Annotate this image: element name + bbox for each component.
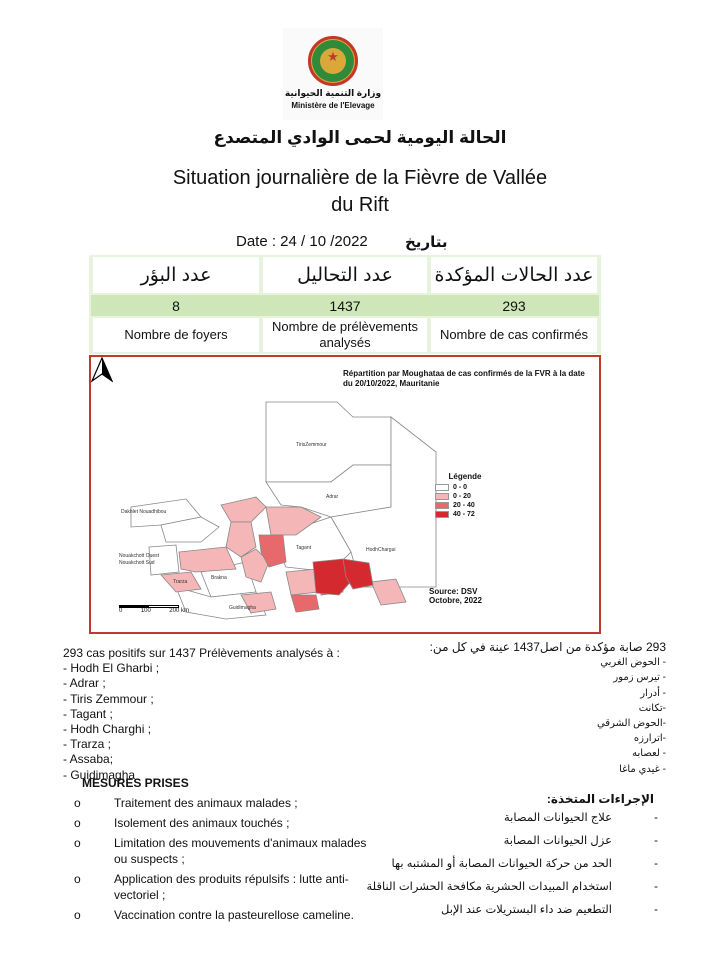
list-item: o Application des produits répulsifs : lutte anti-vectoriel ; bbox=[74, 872, 349, 902]
legend-label: 0 - 0 bbox=[453, 484, 468, 491]
list-item: -تكانت bbox=[638, 702, 666, 714]
national-seal-icon: ★ bbox=[308, 36, 358, 86]
mesures-title-fr: MESURES PRISES bbox=[82, 776, 189, 790]
stat-cas-label-ar: عدد الحالات المؤكدة bbox=[429, 255, 599, 295]
stat-foyers-value: 8 bbox=[91, 295, 261, 316]
positives-ar bbox=[430, 640, 666, 777]
stats-table bbox=[89, 255, 601, 354]
stat-cas-value: 293 bbox=[429, 295, 599, 316]
list-item: -اترارزه bbox=[633, 733, 666, 745]
stat-foyers-label-ar: عدد البؤر bbox=[91, 255, 261, 295]
bullet-icon: - bbox=[654, 858, 658, 870]
legend-item bbox=[435, 483, 495, 492]
stat-prelevements bbox=[261, 255, 429, 354]
legend-label: 0 - 20 bbox=[453, 493, 471, 500]
legend-label: 40 - 72 bbox=[453, 511, 475, 518]
bullet-icon: - bbox=[654, 881, 658, 893]
date-ar: بتاريخ bbox=[405, 234, 448, 251]
logo-text-ar: وزارة التنمية الحيوانية bbox=[284, 88, 382, 98]
legend-item bbox=[435, 510, 495, 519]
list-item: - Tiris Zemmour ; bbox=[63, 691, 154, 706]
map-panel bbox=[89, 355, 601, 634]
list-item: - Guidimagha bbox=[63, 767, 136, 782]
legend-title: Légende bbox=[448, 472, 482, 481]
map-label-tiris: TirisZemmour bbox=[296, 442, 327, 448]
stat-prelevements-value: 1437 bbox=[261, 295, 429, 316]
list-item: - علاج الحيوانات المصابة bbox=[504, 812, 658, 824]
list-item: - Tagant ; bbox=[63, 706, 113, 721]
bullet-icon: - bbox=[654, 904, 658, 916]
stat-foyers bbox=[91, 255, 261, 354]
legend-swatch bbox=[435, 493, 449, 500]
list-item: o Vaccination contre la pasteurellose cameline. bbox=[74, 908, 354, 922]
list-item: - أدرار bbox=[640, 687, 666, 699]
stat-cas bbox=[429, 255, 599, 354]
positives-list-ar bbox=[430, 655, 666, 777]
positives-intro-fr: 293 cas positifs sur 1437 Prélèvements analysés à : bbox=[63, 646, 340, 660]
mesures-list-fr bbox=[74, 795, 374, 927]
legend-swatch bbox=[435, 511, 449, 518]
map-label-nkc-sud: Nouakchott Sud bbox=[119, 560, 155, 566]
bullet-icon: o bbox=[74, 816, 81, 830]
map-label-nkc-ouest: Nouakchott Ouest bbox=[119, 553, 160, 559]
map-region-adrar-west bbox=[221, 497, 266, 522]
list-item: o Limitation des mouvements d'animaux malades ou suspects ; bbox=[74, 836, 367, 866]
map-label-trarza: Trarza bbox=[173, 579, 188, 585]
map-legend bbox=[435, 472, 495, 519]
bullet-icon: o bbox=[74, 908, 81, 922]
list-item: - استخدام المبيدات الحشرية مكافحة الحشرات الناقلة bbox=[366, 881, 658, 893]
list-item: - Assaba; bbox=[63, 752, 114, 767]
legend-item bbox=[435, 501, 495, 510]
map-title: Répartition par Moughataa de cas confirmés de la FVR à la date du 20/10/2022, Mauritanie bbox=[343, 369, 585, 388]
map-label-hodh-chargui: HodhChargui bbox=[366, 547, 396, 553]
map-label-guidimagha: Guidimagha bbox=[229, 605, 256, 611]
scale-label: 200 km bbox=[169, 608, 189, 614]
list-item: - Hodh Charghi ; bbox=[63, 722, 152, 737]
bullet-icon: - bbox=[654, 835, 658, 847]
list-item: - Hodh El Gharbi ; bbox=[63, 661, 160, 676]
positives-list-fr bbox=[63, 661, 340, 783]
stat-foyers-label-fr: Nombre de foyers bbox=[91, 316, 261, 354]
list-item: - Adrar ; bbox=[63, 676, 106, 691]
positives-fr bbox=[63, 646, 340, 783]
date-fr: Date : 24 / 10 /2022 bbox=[236, 233, 368, 250]
list-item: - تيرس زمور bbox=[613, 672, 666, 684]
legend-label: 20 - 40 bbox=[453, 502, 475, 509]
list-item: - Trarza ; bbox=[63, 737, 112, 752]
ministry-logo bbox=[283, 28, 383, 120]
list-item: - لعصابه bbox=[632, 748, 666, 760]
legend-swatch bbox=[435, 502, 449, 509]
page-title-ar: الحالة اليومية لحمى الوادي المتصدع bbox=[213, 128, 507, 147]
map-scale-bar bbox=[119, 605, 189, 614]
list-item: - الحوض الغربي bbox=[600, 657, 666, 669]
page-title-fr: Situation journalière de la Fièvre de Vallée du Rift bbox=[172, 167, 548, 216]
mesures-title-ar: الإجراءات المتخذة: bbox=[546, 792, 654, 806]
list-item: - الحد من حركة الحيوانات المصابة أو المشتبه بها bbox=[391, 858, 658, 870]
legend-swatch bbox=[435, 484, 449, 491]
north-arrow-icon bbox=[91, 357, 113, 383]
list-item: o Traitement des animaux malades ; bbox=[74, 796, 298, 810]
map-region-hodh-gharbi-south bbox=[291, 595, 319, 612]
mesures-list-ar bbox=[338, 810, 658, 925]
map-label-dakhlet: Dakhlet Nouadhibou bbox=[121, 509, 167, 515]
list-item: o Isolement des animaux touchés ; bbox=[74, 816, 290, 830]
stat-prelevements-label-fr: Nombre de prélèvements analysés bbox=[261, 316, 429, 354]
stat-prelevements-label-ar: عدد التحاليل bbox=[261, 255, 429, 295]
bullet-icon: o bbox=[74, 872, 81, 886]
scale-label: 100 bbox=[140, 608, 151, 614]
bullet-icon: o bbox=[74, 836, 81, 850]
legend-item bbox=[435, 492, 495, 501]
stat-cas-label-fr: Nombre de cas confirmés bbox=[429, 316, 599, 354]
map-label-tagant: Tagant bbox=[296, 545, 312, 551]
map-label-brakna: Brakna bbox=[211, 575, 227, 581]
list-item: -الحوض الشرقي bbox=[596, 718, 666, 730]
mauritania-map bbox=[91, 357, 599, 632]
map-source: Source: DSV Octobre, 2022 bbox=[429, 587, 482, 605]
bullet-icon: o bbox=[74, 796, 81, 810]
logo-text-fr: Ministère de l'Elevage bbox=[291, 101, 375, 110]
map-region-trarza-north bbox=[179, 547, 236, 572]
list-item: - عزل الحيوانات المصابة bbox=[503, 835, 658, 847]
map-label-adrar: Adrar bbox=[326, 494, 339, 500]
list-item: - التطعيم ضد داء البستريلات عند الإبل bbox=[441, 904, 658, 916]
scale-label: 0 bbox=[119, 608, 123, 614]
list-item: - غيدي ماغا bbox=[619, 763, 666, 775]
positives-intro-ar: 293 صابة مؤكدة من اصل1437 عينة في كل من: bbox=[429, 640, 666, 654]
bullet-icon: - bbox=[654, 812, 658, 824]
